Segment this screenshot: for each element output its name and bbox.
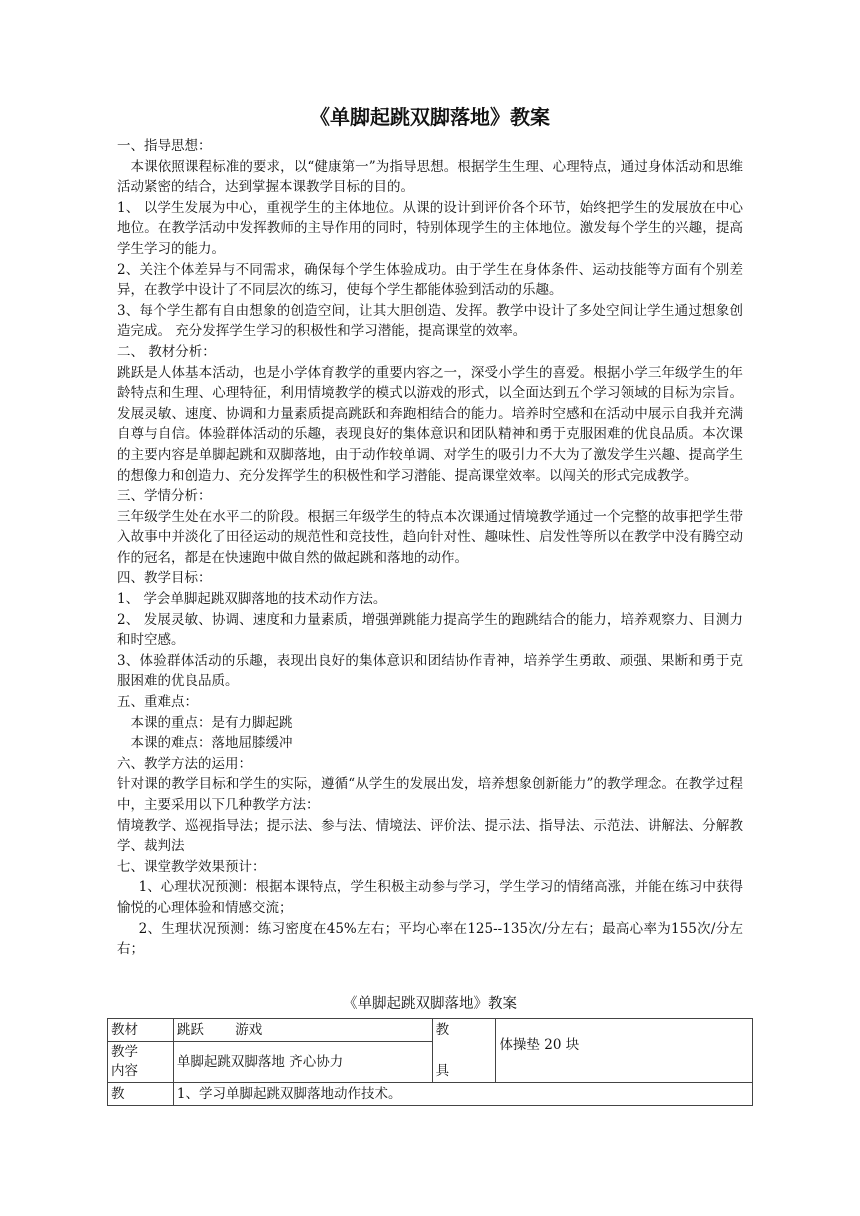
cell-label-content: 教学 内容	[108, 1042, 174, 1083]
paragraph: 2、生理状况预测：练习密度在45%左右；平均心率在125--135次/分左右；最高心率为155次/分左右；	[117, 920, 743, 958]
cell-label-tools	[432, 1019, 496, 1083]
cell-label-objective: 教	[108, 1083, 174, 1106]
document-title: 《单脚起跳双脚落地》教案	[310, 105, 550, 129]
document-body	[117, 100, 743, 960]
table-row	[108, 1019, 753, 1042]
paragraph: 三、学情分析：	[117, 488, 212, 505]
paragraph: 六、教学方法的运用：	[117, 755, 252, 772]
paragraph-list	[117, 136, 743, 960]
paragraph: 本课的难点：落地屈膝缓冲	[130, 735, 293, 752]
cell-label-material: 教材	[108, 1019, 174, 1042]
cell-value-objective: 1、学习单脚起跳双脚落地动作技术。	[173, 1083, 752, 1106]
paragraph: 跳跃是人体基本活动，也是小学体育教学的重要内容之一，深受小学生的喜爱。根据小学三年级学生的年龄特点和生理、心理特征，利用情境教学的模式以游戏的形式，以全面达到五个学习领域的目标为宗旨。发展灵敏、速度、协调和力量素质提高跳跃和奔跑相结合的能力。培养时空感和在活动中展示自我并充满自尊与自信。体验群体活动的乐趣，表现良好的集体意识和团队精神和勇于克服困难的优良品质。本次课的主要内容是单脚起跳和双脚落地，由于动作较单调、对学生的吸引力不大为了激发学生兴趣、提高学生的想像力和创造力、充分发挥学生的积极性和学习潜能、提高课堂效率。以闯关的形式完成教学。	[117, 364, 743, 484]
table-row	[108, 1083, 753, 1106]
cell-value-material: 跳跃 游戏	[173, 1019, 432, 1042]
table-title: 《单脚起跳双脚落地》教案	[343, 996, 517, 1012]
paragraph: 情境教学、巡视指导法；提示法、参与法、情境法、评价法、提示法、指导法、示范法、讲解法、分解教学、裁判法	[117, 817, 743, 855]
cell-value-content: 单脚起跳双脚落地 齐心协力	[173, 1042, 432, 1083]
paragraph: 1、心理状况预测：根据本课特点，学生积极主动参与学习，学生学习的情绪高涨，并能在练习中获得愉悦的心理体验和情感交流；	[117, 879, 743, 916]
paragraph: 七、课堂教学效果预计：	[117, 858, 266, 875]
paragraph: 3、体验群体活动的乐趣，表现出良好的集体意识和团结协作青神，培养学生勇敢、顽强、果断和勇于克服困难的优良品质。	[117, 652, 743, 690]
paragraph: 1、 学会单脚起跳双脚落地的技术动作方法。	[117, 591, 387, 608]
paragraph: 针对课的教学目标和学生的实际，遵循“从学生的发展出发，培养想象创新能力”的教学理念。在教学过程中，主要采用以下几种教学方法：	[117, 776, 743, 813]
tools-label-bottom: 具	[435, 1063, 450, 1079]
paragraph: 二、 教材分析：	[117, 343, 216, 360]
paragraph: 本课的重点：是有力脚起跳	[130, 714, 293, 731]
paragraph: 一、指导思想：	[117, 138, 212, 154]
cell-value-tools: 体操垫 20 块	[496, 1019, 753, 1083]
paragraph: 五、重难点：	[117, 694, 198, 711]
paragraph: 本课依照课程标准的要求，以“健康第一”为指导思想。根据学生生理、心理特点，通过身体活动和思维活动紧密的结合，达到掌握本课教学目标的目的。	[117, 158, 743, 196]
paragraph: 2、 发展灵敏、协调、速度和力量素质，增强弹跳能力提高学生的跑跳结合的能力，培养观察力、目测力和时空感。	[117, 611, 743, 649]
paragraph: 2、关注个体差异与不同需求，确保每个学生体验成功。由于学生在身体条件、运动技能等方面有个别差异，在教学中设计了不同层次的练习，使每个学生都能体验到活动的乐趣。	[117, 261, 743, 299]
lesson-plan-table	[107, 1018, 753, 1106]
paragraph: 四、教学目标：	[117, 570, 212, 587]
tools-label-top: 教	[435, 1022, 450, 1038]
paragraph: 3、每个学生都有自由想象的创造空间，让其大胆创造、发挥。教学中设计了多处空间让学生通过想象创造完成。 充分发挥学生学习的积极性和学习潜能，提高课堂的效率。	[117, 302, 743, 340]
paragraph: 1、 以学生发展为中心，重视学生的主体地位。从课的设计到评价各个环节，始终把学生的发展放在中心地位。在教学活动中发挥教师的主导作用的同时，特别体现学生的主体地位。激发每个学生的兴趣，提高学生学习的能力。	[117, 199, 743, 257]
paragraph: 三年级学生处在水平二的阶段。根据三年级学生的特点本次课通过情境教学通过一个完整的故事把学生带入故事中并淡化了田径运动的规范性和竞技性，趋向针对性、趣味性、启发性等所以在教学中没有腾空动作的冠名，都是在快速跑中做自然的做起跳和落地的动作。	[117, 508, 743, 566]
